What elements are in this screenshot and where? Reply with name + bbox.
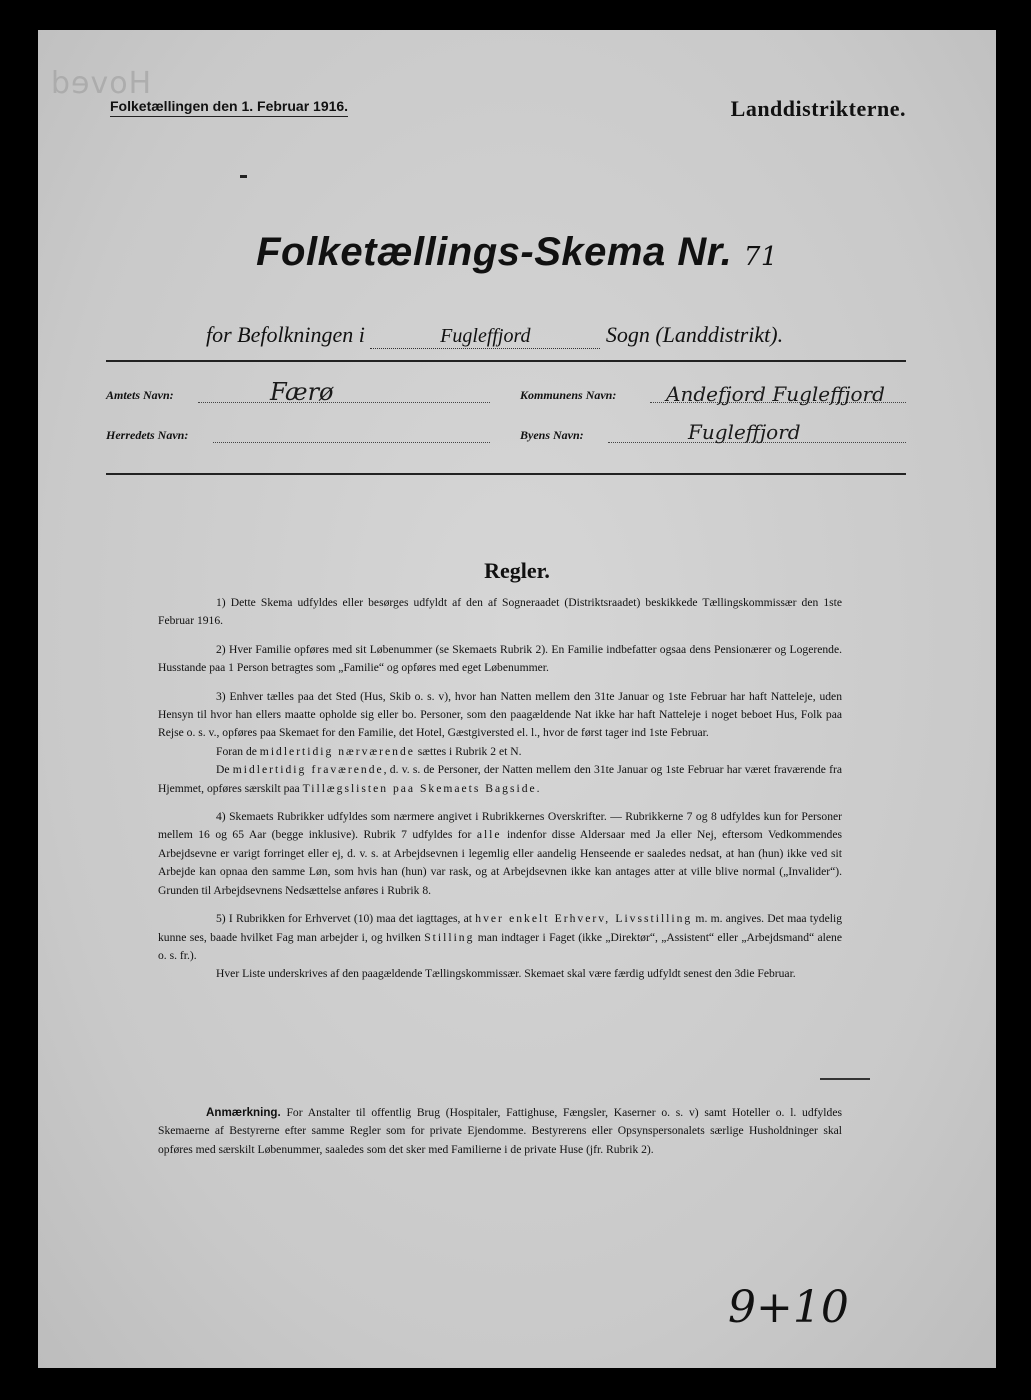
amt-handwritten: Færø <box>270 378 334 406</box>
amt-fill-line <box>198 402 490 403</box>
ink-dash <box>820 1078 870 1080</box>
kommune-label: Kommunens Navn: <box>520 388 617 402</box>
rule-3: 3) Enhver tælles paa det Sted (Hus, Skib o. s. v), hvor han Natten mellem den 31te Januar og 1ste Februar har haft Natteleje, uden Hensyn til hvor han ellers maatte opholde sig eller bo. Personer, som den paagældende Nat ikke har haft Natteleje i noget beboet Hus, Folk paa Rejse o. s. v., opføres paa Skemaet for den Familie, det Hotel, Gæstgiversted el. l., hvor de først tager ind 1ste Februar. <box>158 689 842 740</box>
form-title-text: Folketællings-Skema Nr. <box>256 230 733 274</box>
sogn-handwritten: Fugleffjord <box>370 325 600 349</box>
form-title <box>38 230 996 275</box>
by-label: Byens Navn: <box>520 428 584 442</box>
herred-fill-line <box>213 442 490 443</box>
census-date-header: Folketællingen den 1. Februar 1916. <box>110 98 348 117</box>
amt-label: Amtets Navn: <box>106 388 174 402</box>
annotation-note <box>158 1104 842 1159</box>
rule-5: 5) I Rubrikken for Erhvervet (10) maa det iagttages, at hver enkelt Erhverv, Livsstilling m. m. angives. Det maa tydelig kunne ses, baade hvilket Fag man arbejder i, og hvilken Stilling man indtager i Faget (ikke „Direktør“, „Assistent“ eller „Arbejdsmand“ alene o. s. fr.). <box>158 912 842 962</box>
rules-heading: Regler. <box>484 558 550 583</box>
bottom-handwritten-note: 9+10 <box>728 1282 849 1333</box>
befolkning-line <box>206 322 783 349</box>
rules-body <box>158 594 842 984</box>
note-text: For Anstalter til offentlig Brug (Hospitaler, Fattighuse, Fængsler, Kaserner o. s. v) samt Hoteller o. l. udfyldes Skemaerne af Bestyrerne efter samme Regler som for private Ejendomme. Bestyrerens eller Opsynspersonalets særlige Husholdninger skal opføres med særskilt Løbenummer, saaledes som det sker med Familierne i de private Huse (jfr. Rubrik 2). <box>158 1106 842 1156</box>
rule-6: Hver Liste underskrives af den paagældende Tællingskommissær. Skemaet skal være færdig udfyldt senest den 3die Februar. <box>216 967 796 981</box>
befolkning-prefix: for Befolkningen i <box>206 322 365 347</box>
rule-1: 1) Dette Skema udfyldes eller besørges udfyldt af den af Sogneraadet (Distriktsraadet) beskikkede Tællingskommissær den 1ste Februar 1916. <box>158 596 842 628</box>
note-label: Anmærkning. <box>206 1106 281 1119</box>
rule-2: 2) Hver Familie opføres med sit Løbenummer (se Skemaets Rubrik 2). En Familie indbefatter ogsaa dens Pensionærer og Logerende. Husstande paa 1 Person betragtes som „Familie“ og opføres med eget Løbenummer. <box>158 642 842 675</box>
rule-3c: De midlertidig fraværende, d. v. s. de Personer, der Natten mellem den 31te Januar og 1ste Februar har været fraværende fra Hjemmet, opføres særskilt paa Tillægslisten paa Skemaets Bagside. <box>158 763 842 795</box>
befolkning-suffix: Sogn (Landdistrikt). <box>605 322 784 347</box>
census-form-page <box>38 30 996 1368</box>
kommune-handwritten: Andefjord Fugleffjord <box>666 382 885 406</box>
herred-label: Herredets Navn: <box>106 428 189 442</box>
ink-mark <box>240 175 247 178</box>
form-number-handwritten: 71 <box>743 242 778 272</box>
fields-divider <box>106 473 906 475</box>
by-handwritten: Fugleffjord <box>688 420 801 444</box>
rule-4: 4) Skemaets Rubrikker udfyldes som nærmere angivet i Rubrikkernes Overskrifter. — Rubrikkerne 7 og 8 udfyldes kun for Personer mellem 16 og 65 Aar (begge inklusive). Rubrik 7 udfyldes for alle indenfor disse Aldersaar med Ja eller Nej, eftersom Vedkommendes Arbejdsevne er varigt forringet eller ej, d. v. s. at Arbejdsevnen i legemlig eller aandelig Henseende er saaledes nedsat, at han (hun) ikke ved sit Arbejde kan opnaa den samme Løn, som hvis han (hun) var rask, og at Arbejdsevnen ikke kan antages atter at ville blive normal („Invalider“). Grunden til Arbejdsevnens Nedsættelse anføres i Rubrik 8. <box>158 810 842 897</box>
hoved-stamp: Hoved <box>50 66 152 101</box>
district-type-header: Landdistrikterne. <box>730 96 906 121</box>
rule-3b: Foran de midlertidig nærværende sættes i Rubrik 2 et N. <box>216 744 522 758</box>
top-divider <box>106 360 906 362</box>
